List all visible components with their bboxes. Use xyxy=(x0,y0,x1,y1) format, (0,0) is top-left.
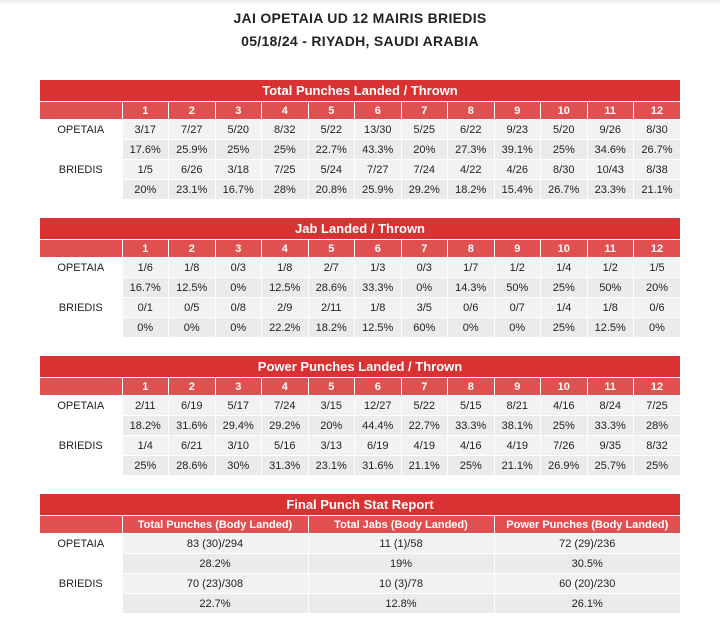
round-header: 12 xyxy=(634,102,681,120)
stat-cell: 5/16 xyxy=(262,436,309,456)
total-caption-row xyxy=(40,80,680,102)
round-header: 6 xyxy=(355,240,402,258)
round-header: 5 xyxy=(308,240,355,258)
stat-cell: 16.7% xyxy=(122,278,169,298)
stat-cell: 12.5% xyxy=(262,278,309,298)
round-header: 8 xyxy=(448,240,495,258)
stat-cell: 9/23 xyxy=(494,120,541,140)
final-stat-cell: 19% xyxy=(308,554,494,574)
stat-cell: 5/20 xyxy=(541,120,588,140)
stat-cell: 33.3% xyxy=(587,416,634,436)
power-punches-table xyxy=(40,356,680,475)
total-round-header xyxy=(40,102,680,120)
stat-cell: 25% xyxy=(541,278,588,298)
final-stat-cell: 28.2% xyxy=(122,554,308,574)
stat-cell: 1/6 xyxy=(122,258,169,278)
stat-cell: 3/10 xyxy=(215,436,262,456)
stat-cell: 27.3% xyxy=(448,140,495,160)
stat-cell: 1/2 xyxy=(587,258,634,278)
stat-cell: 8/38 xyxy=(634,160,681,180)
stat-cell: 7/27 xyxy=(355,160,402,180)
round-header: 6 xyxy=(355,102,402,120)
stat-cell: 4/26 xyxy=(494,160,541,180)
stat-cell: 23.3% xyxy=(587,180,634,200)
stat-cell: 33.3% xyxy=(355,278,402,298)
stat-cell: 3/5 xyxy=(401,298,448,318)
jab-opetaia-pct-row xyxy=(40,278,680,298)
stat-cell: 8/30 xyxy=(541,160,588,180)
fighter-name: BRIEDIS xyxy=(40,298,122,318)
total-opetaia-pct-row xyxy=(40,140,680,160)
round-header: 11 xyxy=(587,240,634,258)
stat-cell: 0/5 xyxy=(169,298,216,318)
round-header: 8 xyxy=(448,102,495,120)
round-header: 2 xyxy=(169,378,216,396)
stat-cell: 28% xyxy=(262,180,309,200)
stat-cell: 20% xyxy=(122,180,169,200)
final-stat-cell: 22.7% xyxy=(122,594,308,614)
stat-cell: 0/7 xyxy=(494,298,541,318)
stat-cell: 13/30 xyxy=(355,120,402,140)
stat-cell: 15.4% xyxy=(494,180,541,200)
stat-cell: 26.7% xyxy=(541,180,588,200)
jab-caption-row xyxy=(40,218,680,240)
total-corner-cell xyxy=(40,102,122,120)
stat-cell: 17.6% xyxy=(122,140,169,160)
round-header: 3 xyxy=(215,240,262,258)
power-opetaia-counts-row xyxy=(40,396,680,416)
stat-cell: 14.3% xyxy=(448,278,495,298)
stat-cell: 23.1% xyxy=(169,180,216,200)
stat-cell: 2/9 xyxy=(262,298,309,318)
stat-cell: 5/17 xyxy=(215,396,262,416)
final-stat-cell: 30.5% xyxy=(494,554,680,574)
stat-cell: 0% xyxy=(122,318,169,338)
stat-cell: 25% xyxy=(634,456,681,476)
stat-cell: 39.1% xyxy=(494,140,541,160)
final-stat-cell: 72 (29)/236 xyxy=(494,534,680,554)
round-header: 5 xyxy=(308,102,355,120)
stat-cell: 31.3% xyxy=(262,456,309,476)
fighter-name-empty xyxy=(40,180,122,200)
stat-cell: 0% xyxy=(169,318,216,338)
stat-cell: 0/6 xyxy=(634,298,681,318)
stat-cell: 1/4 xyxy=(122,436,169,456)
stat-cell: 25.9% xyxy=(169,140,216,160)
round-header: 8 xyxy=(448,378,495,396)
stat-cell: 28% xyxy=(634,416,681,436)
fighter-name: OPETAIA xyxy=(40,534,122,554)
stat-cell: 0/3 xyxy=(215,258,262,278)
final-column-label: Total Punches (Body Landed) xyxy=(122,516,308,534)
stat-cell: 3/17 xyxy=(122,120,169,140)
stat-cell: 2/11 xyxy=(122,396,169,416)
power-briedis-pct-row xyxy=(40,456,680,476)
power-corner-cell xyxy=(40,378,122,396)
final-stat-cell: 26.1% xyxy=(494,594,680,614)
stat-cell: 1/8 xyxy=(169,258,216,278)
stat-cell: 4/16 xyxy=(448,436,495,456)
total-punches-table xyxy=(40,80,680,199)
round-header: 5 xyxy=(308,378,355,396)
stat-cell: 1/5 xyxy=(122,160,169,180)
stat-cell: 5/22 xyxy=(308,120,355,140)
fighter-name-empty xyxy=(40,318,122,338)
stat-cell: 3/13 xyxy=(308,436,355,456)
stat-cell: 31.6% xyxy=(169,416,216,436)
stat-cell: 1/4 xyxy=(541,258,588,278)
jab-opetaia-counts-row xyxy=(40,258,680,278)
fighter-name-empty xyxy=(40,554,122,574)
stat-cell: 50% xyxy=(494,278,541,298)
stat-cell: 25% xyxy=(541,318,588,338)
stat-cell: 0/8 xyxy=(215,298,262,318)
stat-cell: 18.2% xyxy=(122,416,169,436)
round-header: 4 xyxy=(262,378,309,396)
stat-cell: 26.7% xyxy=(634,140,681,160)
stat-cell: 7/25 xyxy=(634,396,681,416)
fighter-name: OPETAIA xyxy=(40,396,122,416)
stat-cell: 8/21 xyxy=(494,396,541,416)
round-header: 3 xyxy=(215,102,262,120)
round-header: 10 xyxy=(541,240,588,258)
stat-cell: 1/2 xyxy=(494,258,541,278)
jab-round-header xyxy=(40,240,680,258)
stat-cell: 7/24 xyxy=(262,396,309,416)
stat-cell: 7/26 xyxy=(541,436,588,456)
final-opetaia-pct-row xyxy=(40,554,680,574)
stat-cell: 3/15 xyxy=(308,396,355,416)
stat-cell: 26.9% xyxy=(541,456,588,476)
stat-cell: 25% xyxy=(262,140,309,160)
stat-cell: 23.1% xyxy=(308,456,355,476)
stat-cell: 18.2% xyxy=(308,318,355,338)
stat-cell: 1/8 xyxy=(355,298,402,318)
stat-cell: 20.8% xyxy=(308,180,355,200)
stat-cell: 50% xyxy=(587,278,634,298)
stat-cell: 0/1 xyxy=(122,298,169,318)
power-caption: Power Punches Landed / Thrown xyxy=(40,356,680,378)
final-stat-cell: 83 (30)/294 xyxy=(122,534,308,554)
round-header: 11 xyxy=(587,378,634,396)
total-briedis-counts-row xyxy=(40,160,680,180)
final-column-label: Total Jabs (Body Landed) xyxy=(308,516,494,534)
fighter-name-empty xyxy=(40,456,122,476)
stat-cell: 21.1% xyxy=(634,180,681,200)
round-header: 6 xyxy=(355,378,402,396)
stat-cell: 22.7% xyxy=(401,416,448,436)
stat-cell: 25% xyxy=(448,456,495,476)
power-round-header xyxy=(40,378,680,396)
stat-cell: 4/22 xyxy=(448,160,495,180)
stat-cell: 0% xyxy=(215,318,262,338)
stat-cell: 29.2% xyxy=(262,416,309,436)
stat-cell: 21.1% xyxy=(401,456,448,476)
stat-cell: 20% xyxy=(634,278,681,298)
stat-cell: 8/30 xyxy=(634,120,681,140)
round-header: 11 xyxy=(587,102,634,120)
jab-caption: Jab Landed / Thrown xyxy=(40,218,680,240)
stat-cell: 5/22 xyxy=(401,396,448,416)
stat-cell: 28.6% xyxy=(169,456,216,476)
stat-cell: 1/3 xyxy=(355,258,402,278)
stat-cell: 7/24 xyxy=(401,160,448,180)
final-briedis-pct-row xyxy=(40,594,680,614)
final-stat-cell: 70 (23)/308 xyxy=(122,574,308,594)
stat-cell: 2/11 xyxy=(308,298,355,318)
stat-cell: 6/22 xyxy=(448,120,495,140)
stat-cell: 0% xyxy=(401,278,448,298)
round-header: 9 xyxy=(494,102,541,120)
stat-cell: 33.3% xyxy=(448,416,495,436)
stat-cell: 16.7% xyxy=(215,180,262,200)
stat-cell: 1/4 xyxy=(541,298,588,318)
stat-cell: 0/3 xyxy=(401,258,448,278)
final-stat-cell: 12.8% xyxy=(308,594,494,614)
fighter-name: BRIEDIS xyxy=(40,436,122,456)
stat-cell: 1/5 xyxy=(634,258,681,278)
stat-cell: 8/32 xyxy=(262,120,309,140)
stat-cell: 38.1% xyxy=(494,416,541,436)
stat-cell: 0% xyxy=(494,318,541,338)
stat-cell: 8/24 xyxy=(587,396,634,416)
stat-cell: 6/21 xyxy=(169,436,216,456)
round-header: 4 xyxy=(262,240,309,258)
round-header: 2 xyxy=(169,102,216,120)
fight-title: JAI OPETAIA UD 12 MAIRIS BRIEDIS xyxy=(233,10,487,26)
stat-cell: 5/24 xyxy=(308,160,355,180)
final-briedis-counts-row xyxy=(40,574,680,594)
round-header: 1 xyxy=(122,378,169,396)
stat-cell: 44.4% xyxy=(355,416,402,436)
stat-cell: 6/19 xyxy=(355,436,402,456)
stat-cell: 29.4% xyxy=(215,416,262,436)
stat-cell: 8/32 xyxy=(634,436,681,456)
stat-cell: 18.2% xyxy=(448,180,495,200)
stat-cell: 25% xyxy=(215,140,262,160)
round-header: 3 xyxy=(215,378,262,396)
stat-cell: 3/18 xyxy=(215,160,262,180)
fighter-name: BRIEDIS xyxy=(40,160,122,180)
stat-cell: 9/26 xyxy=(587,120,634,140)
stat-cell: 22.2% xyxy=(262,318,309,338)
stat-cell: 5/15 xyxy=(448,396,495,416)
total-opetaia-counts-row xyxy=(40,120,680,140)
round-header: 7 xyxy=(401,378,448,396)
power-caption-row xyxy=(40,356,680,378)
stat-cell: 12.5% xyxy=(355,318,402,338)
round-header: 4 xyxy=(262,102,309,120)
stat-cell: 12/27 xyxy=(355,396,402,416)
round-header: 12 xyxy=(634,240,681,258)
stat-cell: 6/19 xyxy=(169,396,216,416)
stat-cell: 28.6% xyxy=(308,278,355,298)
stat-cell: 20% xyxy=(308,416,355,436)
stat-cell: 43.3% xyxy=(355,140,402,160)
stat-cell: 9/35 xyxy=(587,436,634,456)
stat-cell: 2/7 xyxy=(308,258,355,278)
stat-cell: 4/19 xyxy=(401,436,448,456)
stat-cell: 25% xyxy=(541,140,588,160)
fighter-name: OPETAIA xyxy=(40,120,122,140)
stat-cell: 25% xyxy=(122,456,169,476)
final-column-label: Power Punches (Body Landed) xyxy=(494,516,680,534)
final-caption-row xyxy=(40,494,680,516)
stat-cell: 0% xyxy=(215,278,262,298)
stat-cell: 0% xyxy=(448,318,495,338)
stat-cell: 4/19 xyxy=(494,436,541,456)
stat-cell: 34.6% xyxy=(587,140,634,160)
stat-cell: 25.7% xyxy=(587,456,634,476)
stat-cell: 7/27 xyxy=(169,120,216,140)
stat-cell: 0% xyxy=(634,318,681,338)
round-header: 2 xyxy=(169,240,216,258)
stat-cell: 1/8 xyxy=(587,298,634,318)
stat-cell: 60% xyxy=(401,318,448,338)
fighter-name-empty xyxy=(40,278,122,298)
round-header: 1 xyxy=(122,240,169,258)
total-briedis-pct-row xyxy=(40,180,680,200)
stat-cell: 12.5% xyxy=(169,278,216,298)
fighter-name-empty xyxy=(40,594,122,614)
stat-cell: 31.6% xyxy=(355,456,402,476)
fighter-name-empty xyxy=(40,416,122,436)
jab-corner-cell xyxy=(40,240,122,258)
stat-cell: 22.7% xyxy=(308,140,355,160)
stat-cell: 12.5% xyxy=(587,318,634,338)
fighter-name: BRIEDIS xyxy=(40,574,122,594)
stat-cell: 20% xyxy=(401,140,448,160)
stat-cell: 10/43 xyxy=(587,160,634,180)
stat-cell: 5/20 xyxy=(215,120,262,140)
jab-briedis-pct-row xyxy=(40,318,680,338)
final-stat-cell: 11 (1)/58 xyxy=(308,534,494,554)
total-caption: Total Punches Landed / Thrown xyxy=(40,80,680,102)
final-stat-cell: 60 (20)/230 xyxy=(494,574,680,594)
round-header: 1 xyxy=(122,102,169,120)
jab-briedis-counts-row xyxy=(40,298,680,318)
stat-cell: 30% xyxy=(215,456,262,476)
fighter-name-empty xyxy=(40,140,122,160)
stat-cell: 1/7 xyxy=(448,258,495,278)
fighter-name: OPETAIA xyxy=(40,258,122,278)
final-stat-cell: 10 (3)/78 xyxy=(308,574,494,594)
stat-cell: 5/25 xyxy=(401,120,448,140)
power-opetaia-pct-row xyxy=(40,416,680,436)
stat-cell: 1/8 xyxy=(262,258,309,278)
stat-cell: 25% xyxy=(541,416,588,436)
stat-cell: 4/16 xyxy=(541,396,588,416)
final-corner-cell xyxy=(40,516,122,534)
round-header: 9 xyxy=(494,378,541,396)
stat-cell: 25.9% xyxy=(355,180,402,200)
report-header xyxy=(0,8,720,51)
stat-cell: 6/26 xyxy=(169,160,216,180)
final-opetaia-counts-row xyxy=(40,534,680,554)
jab-table xyxy=(40,218,680,337)
stat-cell: 7/25 xyxy=(262,160,309,180)
stat-cell: 21.1% xyxy=(494,456,541,476)
final-caption: Final Punch Stat Report xyxy=(40,494,680,516)
final-column-header xyxy=(40,516,680,534)
fight-date-location: 05/18/24 - RIYADH, SAUDI ARABIA xyxy=(241,33,479,49)
round-header: 10 xyxy=(541,102,588,120)
final-report-table xyxy=(40,494,680,613)
stat-cell: 0/6 xyxy=(448,298,495,318)
round-header: 9 xyxy=(494,240,541,258)
top-edge xyxy=(0,0,720,4)
round-header: 7 xyxy=(401,102,448,120)
round-header: 7 xyxy=(401,240,448,258)
stat-cell: 29.2% xyxy=(401,180,448,200)
round-header: 12 xyxy=(634,378,681,396)
power-briedis-counts-row xyxy=(40,436,680,456)
round-header: 10 xyxy=(541,378,588,396)
